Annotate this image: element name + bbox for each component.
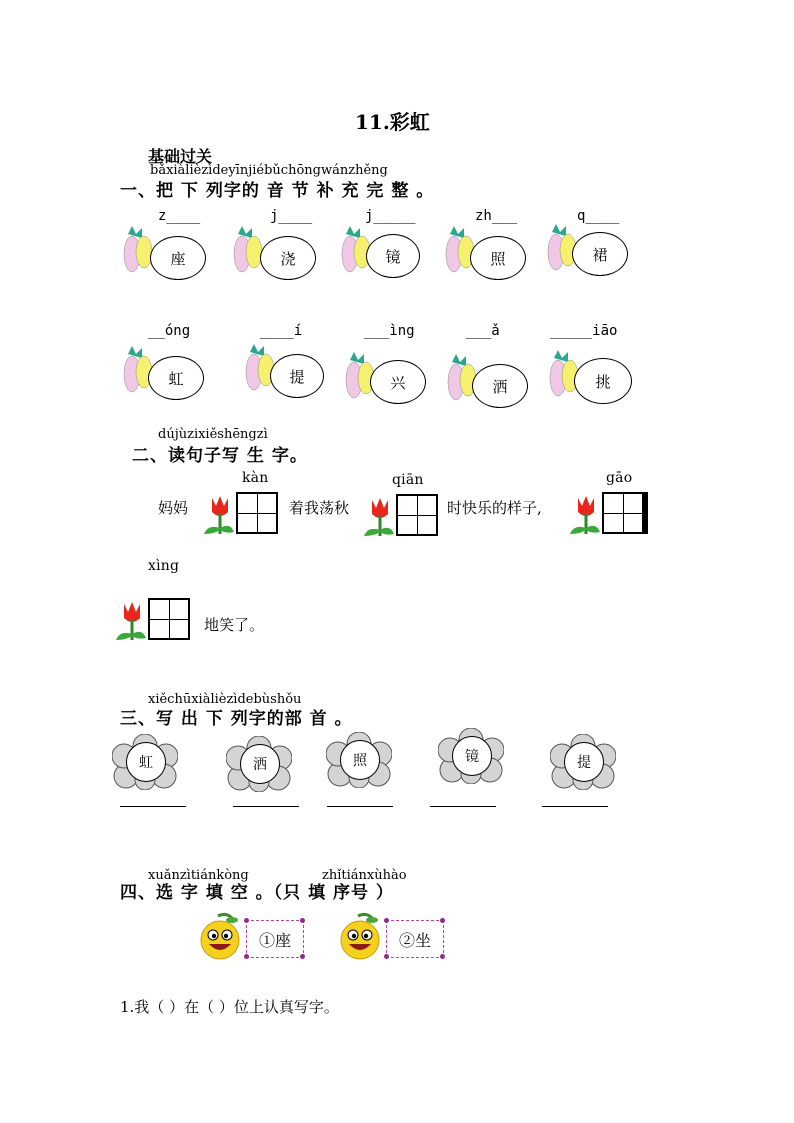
pinyin-label: kàn (242, 470, 269, 486)
tulip-icon (568, 494, 602, 536)
writing-grid[interactable] (602, 492, 644, 534)
choice-option: ②坐 (386, 920, 444, 958)
section4-pinyin: xuǎnzìtiánkòng (148, 868, 249, 883)
section2-heading: 二、读句子写 生 字。 (132, 446, 308, 466)
pinyin-label: gāo (606, 470, 633, 486)
lemon-face-icon (196, 912, 244, 962)
writing-grid[interactable] (236, 492, 278, 534)
sentence-text: 着我荡秋 (289, 499, 350, 517)
char-oval: 虹 (148, 356, 204, 400)
section2-pinyin: dújùzixiěshēngzì (158, 427, 268, 442)
answer-line[interactable] (233, 806, 299, 807)
page-title: 11.彩虹 (355, 110, 430, 134)
answer-line[interactable] (542, 806, 608, 807)
pinyin-label: xìng (148, 558, 180, 574)
section1-pinyin: bǎxiàlièzìdeyīnjiébǔchōngwánzhěng (150, 163, 388, 178)
char-oval: 提 (270, 354, 324, 398)
char-oval: 裙 (572, 232, 628, 276)
section3-pinyin: xiěchūxiàlièzìdebùshǒu (148, 692, 302, 707)
section3-heading: 三、写 出 下 列字的部 首 。 (120, 709, 353, 729)
answer-line[interactable] (430, 806, 496, 807)
pinyin-blank[interactable]: ___ìng (364, 323, 415, 339)
lemon-face-icon (336, 912, 384, 962)
char-oval: 座 (150, 236, 206, 280)
char-oval: 挑 (574, 358, 632, 404)
answer-line[interactable] (327, 806, 393, 807)
tulip-icon (362, 496, 396, 538)
char-oval: 兴 (370, 360, 426, 404)
choice-option: ①座 (246, 920, 304, 958)
section4-heading: 四、选 字 填 空 。（只 填 序号 ） (120, 883, 394, 903)
sentence-text: 地笑了。 (204, 616, 265, 634)
pinyin-blank[interactable]: _____iāo (550, 323, 618, 339)
section-subtitle: 基础过关 (148, 147, 213, 166)
char-oval: 浇 (260, 236, 316, 280)
pinyin-blank[interactable]: z____ (158, 208, 201, 224)
pinyin-blank[interactable]: ____í (260, 323, 303, 339)
flower-char: 虹 (126, 742, 166, 782)
char-oval: 洒 (472, 364, 528, 408)
writing-grid[interactable] (396, 494, 438, 536)
flower-char: 照 (340, 740, 380, 780)
section1-heading: 一、把 下 列字的 音 节 补 充 完 整 。 (120, 181, 435, 201)
pinyin-blank[interactable]: j_____ (365, 208, 416, 224)
char-oval: 照 (470, 236, 526, 280)
sentence-text: 妈妈 (158, 499, 189, 517)
pinyin-blank[interactable]: __óng (148, 323, 191, 339)
sentence-text: 时快乐的样子, (447, 499, 542, 517)
flower-char: 洒 (240, 744, 280, 784)
tulip-icon (114, 600, 148, 642)
pinyin-blank[interactable]: q____ (577, 208, 620, 224)
char-oval: 镜 (366, 234, 420, 278)
flower-char: 提 (564, 742, 604, 782)
section4-pinyin-2: zhǐtiánxùhào (322, 868, 407, 883)
tulip-icon (202, 494, 236, 536)
answer-line[interactable] (120, 806, 186, 807)
pinyin-blank[interactable]: j____ (270, 208, 313, 224)
pinyin-blank[interactable]: zh___ (475, 208, 518, 224)
writing-grid[interactable] (148, 598, 190, 640)
fill-sentence: 1.我（ ）在（ ）位上认真写字。 (120, 998, 339, 1016)
pinyin-label: qiān (392, 472, 424, 488)
flower-char: 镜 (452, 736, 492, 776)
pinyin-blank[interactable]: ___ǎ (466, 323, 500, 339)
